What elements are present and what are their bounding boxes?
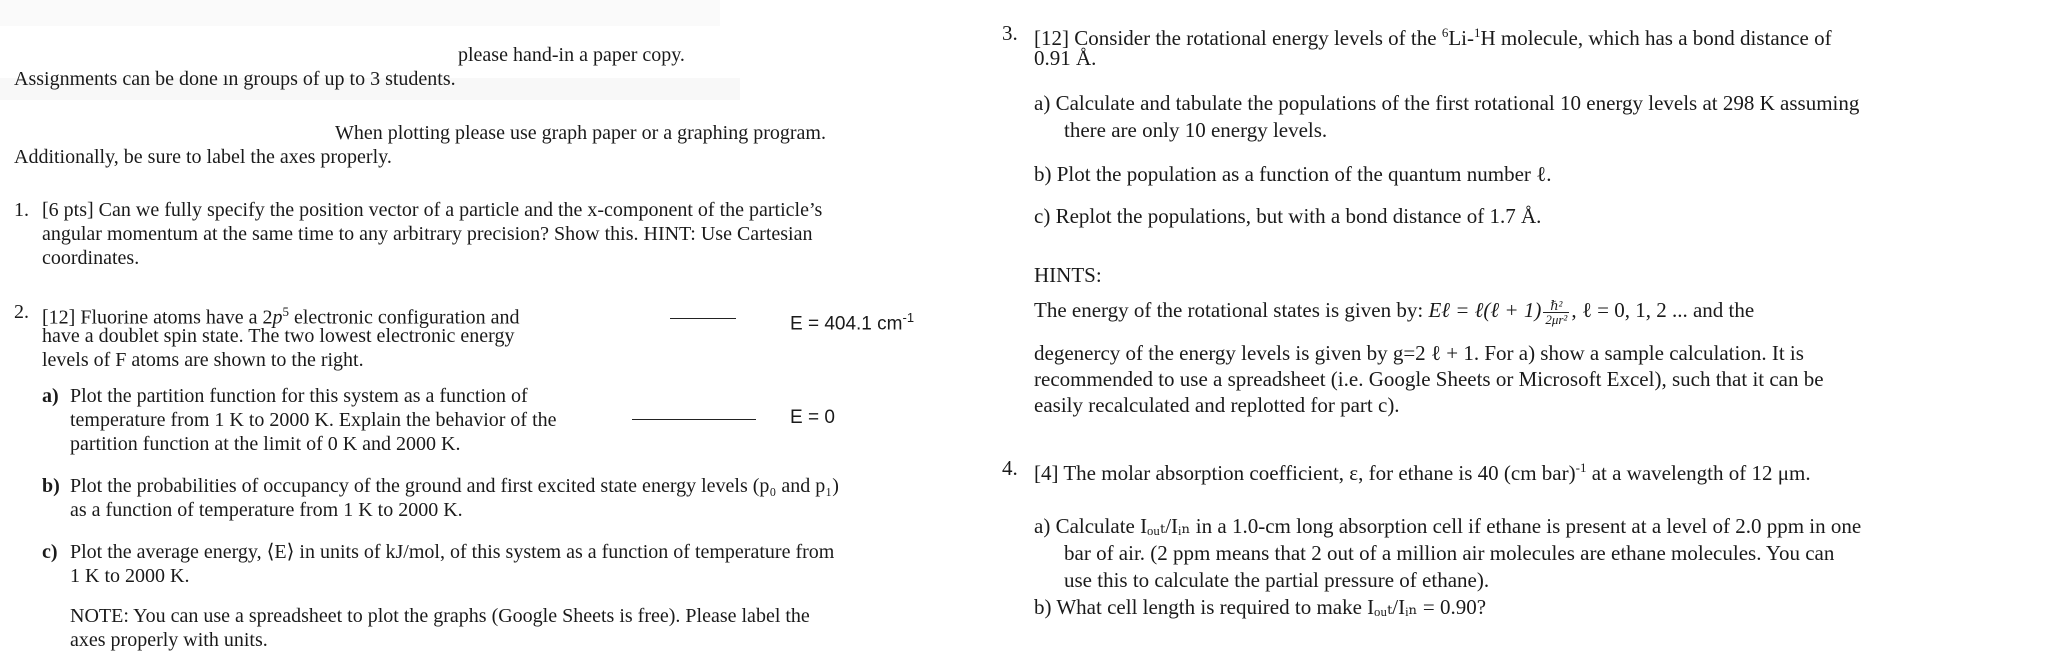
q4a-line1: a) Calculate Iₒᵤₜ/Iᵢₙ in a 1.0-cm long absorption cell if ethane is present at a level of 2.0 ppm in one bbox=[1034, 514, 1862, 538]
q2b-line1: Plot the probabilities of occupancy of the ground and first excited state energy levels (p₀ and p₁) bbox=[70, 475, 839, 497]
q1-line3: coordinates. bbox=[42, 247, 140, 269]
q3b-line: b) Plot the population as a function of the quantum number ℓ. bbox=[1034, 162, 1552, 186]
q2a-line2: temperature from 1 K to 2000 K. Explain the behavior of the bbox=[70, 409, 557, 431]
q4-number: 4. bbox=[1002, 456, 1018, 480]
q3-line1-start: [12] Consider the rotational energy levels of the bbox=[1034, 26, 1442, 50]
q3-isotope-6: 6 bbox=[1441, 25, 1449, 40]
q2c-line2: 1 K to 2000 K. bbox=[70, 565, 190, 587]
q3-line1 bbox=[1034, 20, 1832, 51]
q2-orbital-exp: 5 bbox=[282, 304, 289, 319]
q2a-line1: Plot the partition function for this system as a function of bbox=[70, 385, 528, 407]
q3a-line2: there are only 10 energy levels. bbox=[1064, 118, 1328, 142]
q4-unit-exp: -1 bbox=[1575, 460, 1587, 475]
hint1-fraction-denominator: 2μr² bbox=[1545, 311, 1568, 327]
q2-line1-end: electronic configuration and bbox=[289, 306, 520, 329]
hints-title: HINTS: bbox=[1034, 263, 1102, 287]
q2a-line3: partition function at the limit of 0 K and 2000 K. bbox=[70, 433, 461, 455]
energy-level-upper-line bbox=[670, 318, 736, 319]
q2-note-line2: axes properly with units. bbox=[70, 629, 268, 651]
q2-line2: have a doublet spin state. The two lowest electronic energy bbox=[42, 325, 515, 347]
q4-line1-end: at a wavelength of 12 μm. bbox=[1586, 461, 1811, 485]
hint1-formula: Eℓ = ℓ(ℓ + 1) bbox=[1428, 298, 1542, 322]
q3-isotope-1: 1 bbox=[1474, 25, 1481, 40]
q2-line3: levels of F atoms are shown to the right. bbox=[42, 349, 364, 371]
plotting-note: When plotting please use graph paper or a graphing program. bbox=[335, 122, 826, 144]
q2b-label: b) bbox=[42, 475, 60, 497]
q1-line1: [6 pts] Can we fully specify the position vector of a particle and the x-component of the particle’s bbox=[42, 199, 823, 221]
hint1-fraction bbox=[1543, 299, 1569, 326]
hint-line4: easily recalculated and replotted for part c). bbox=[1034, 393, 1400, 417]
axes-note: Additionally, be sure to label the axes properly. bbox=[14, 146, 392, 168]
hint1-fraction-numerator: ℏ² bbox=[1543, 299, 1569, 313]
q3-line1-end: H molecule, which has a bond distance of bbox=[1480, 26, 1832, 50]
q4-line1 bbox=[1034, 455, 1811, 486]
q3-number: 3. bbox=[1002, 21, 1018, 45]
energy-upper-unit-exp: -1 bbox=[902, 310, 915, 325]
hint-line1 bbox=[1034, 297, 1754, 326]
energy-level-upper-label bbox=[790, 305, 914, 337]
q4a-line2: bar of air. (2 ppm means that 2 out of a million air molecules are ethane molecules. You can bbox=[1064, 541, 1835, 565]
scan-smudge-top bbox=[0, 0, 720, 26]
q4a-line3: use this to calculate the partial pressure of ethane). bbox=[1064, 568, 1490, 592]
q2-orbital-p: p bbox=[272, 306, 283, 329]
groups-note: Assignments can be done ın groups of up to 3 students. bbox=[14, 68, 456, 90]
q3-lithium: Li- bbox=[1448, 26, 1474, 50]
q1-number: 1. bbox=[14, 199, 29, 221]
q2-note-line1: NOTE: You can use a spreadsheet to plot the graphs (Google Sheets is free). Please label the bbox=[70, 605, 810, 627]
hint-line3: recommended to use a spreadsheet (i.e. Google Sheets or Microsoft Excel), such that it can be bbox=[1034, 367, 1824, 391]
q4-line1-start: [4] The molar absorption coefficient, ε, for ethane is 40 (cm bar) bbox=[1034, 461, 1576, 485]
q2b-line2: as a function of temperature from 1 K to 2000 K. bbox=[70, 499, 463, 521]
q1-line2: angular momentum at the same time to any arbitrary precision? Show this. HINT: Use Cartesian bbox=[42, 223, 813, 245]
hint-line2: degenercy of the energy levels is given by g=2 ℓ + 1. For a) show a sample calculation. It is bbox=[1034, 341, 1804, 365]
q2c-label: c) bbox=[42, 541, 58, 563]
q3a-line1: a) Calculate and tabulate the populations of the first rotational 10 energy levels at 298 K assuming bbox=[1034, 91, 1860, 115]
q3c-line: c) Replot the populations, but with a bond distance of 1.7 Å. bbox=[1034, 204, 1542, 228]
hint1-text-end: , ℓ = 0, 1, 2 ... and the bbox=[1571, 298, 1755, 322]
q2-number: 2. bbox=[14, 301, 29, 323]
energy-level-lower-label: E = 0 bbox=[790, 407, 835, 428]
q2a-label: a) bbox=[42, 385, 59, 407]
handin-note: please hand-in a paper copy. bbox=[458, 44, 685, 66]
energy-upper-value: E = 404.1 cm bbox=[790, 313, 903, 335]
q2c-line1: Plot the average energy, ⟨E⟩ in units of kJ/mol, of this system as a function of temperature from bbox=[70, 541, 835, 563]
q4b-line: b) What cell length is required to make Iₒᵤₜ/Iᵢₙ = 0.90? bbox=[1034, 595, 1487, 619]
q2-line1-start: [12] Fluorine atoms have a 2 bbox=[42, 306, 273, 329]
q3-line2: 0.91 Å. bbox=[1034, 46, 1097, 70]
energy-level-lower-line bbox=[632, 419, 756, 420]
hint1-text: The energy of the rotational states is given by: bbox=[1034, 298, 1429, 322]
